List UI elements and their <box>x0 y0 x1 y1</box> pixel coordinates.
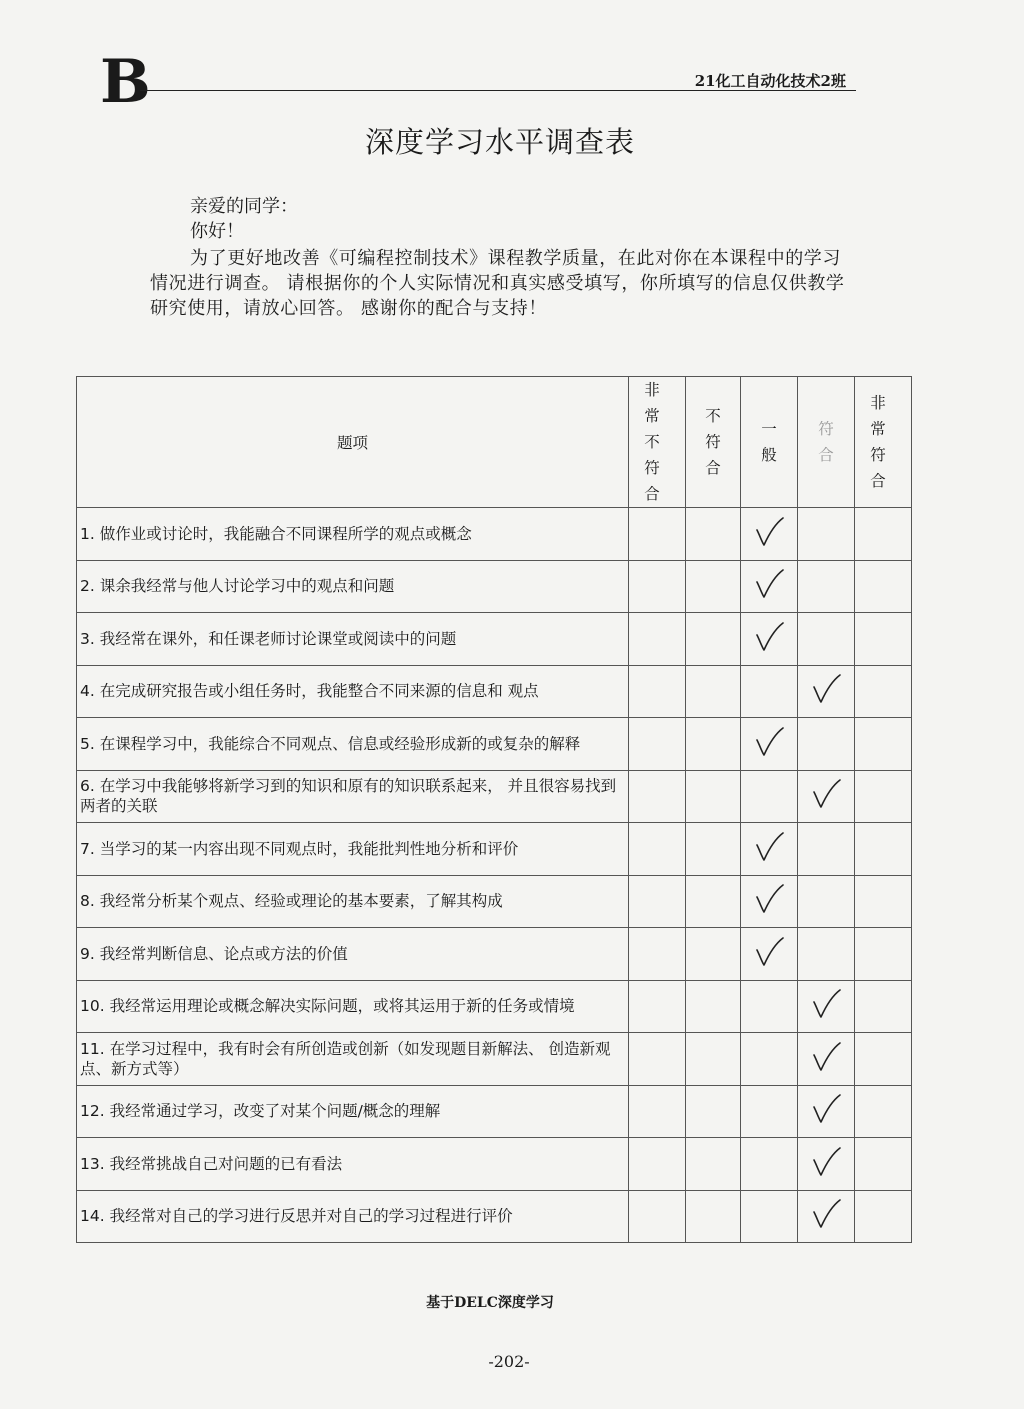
response-cell[interactable] <box>629 875 686 928</box>
response-cell[interactable] <box>741 1138 798 1191</box>
header-option-very-disagree <box>629 377 686 508</box>
response-cell[interactable] <box>741 508 798 561</box>
response-cell[interactable] <box>855 1138 912 1191</box>
response-cell[interactable] <box>798 508 855 561</box>
response-cell[interactable] <box>629 665 686 718</box>
response-cell[interactable] <box>629 560 686 613</box>
question-text: 5. 在课程学习中，我能综合不同观点、信息或经验形成新的或复杂的解释 <box>77 718 629 771</box>
table-row <box>77 823 912 876</box>
checkmark-icon <box>806 1142 846 1182</box>
checkmark-icon <box>749 827 789 867</box>
question-text: 1. 做作业或讨论时，我能融合不同课程所学的观点或概念 <box>77 508 629 561</box>
response-cell[interactable] <box>741 980 798 1033</box>
checkmark-icon <box>806 1089 846 1129</box>
question-text: 4. 在完成研究报告或小组任务时，我能整合不同来源的信息和 观点 <box>77 665 629 718</box>
class-label: 21化工自动化技术2班 <box>694 72 846 90</box>
intro-greeting: 亲爱的同学： <box>190 196 298 217</box>
response-cell[interactable] <box>798 823 855 876</box>
response-cell[interactable] <box>855 1190 912 1243</box>
response-cell[interactable] <box>798 928 855 981</box>
table-row <box>77 1190 912 1243</box>
response-cell[interactable] <box>629 1033 686 1086</box>
response-cell[interactable] <box>686 508 741 561</box>
checkmark-icon <box>806 1194 846 1234</box>
response-cell[interactable] <box>686 770 741 823</box>
checkmark-icon <box>806 774 846 814</box>
survey-body <box>77 508 912 1243</box>
response-cell[interactable] <box>629 980 686 1033</box>
response-cell[interactable] <box>855 665 912 718</box>
response-cell[interactable] <box>855 770 912 823</box>
response-cell[interactable] <box>855 508 912 561</box>
section-letter: B <box>100 47 151 117</box>
response-cell[interactable] <box>798 1190 855 1243</box>
response-cell[interactable] <box>741 1085 798 1138</box>
header-option-disagree <box>686 377 741 508</box>
response-cell[interactable] <box>855 718 912 771</box>
question-text: 7. 当学习的某一内容出现不同观点时，我能批判性地分析和评价 <box>77 823 629 876</box>
question-text: 3. 我经常在课外，和任课老师讨论课堂或阅读中的问题 <box>77 613 629 666</box>
table-row <box>77 613 912 666</box>
response-cell[interactable] <box>741 665 798 718</box>
response-cell[interactable] <box>798 1033 855 1086</box>
response-cell[interactable] <box>629 1085 686 1138</box>
response-cell[interactable] <box>855 560 912 613</box>
checkmark-icon <box>749 932 789 972</box>
response-cell[interactable] <box>686 980 741 1033</box>
response-cell[interactable] <box>686 1190 741 1243</box>
option-label: 非常不符合 <box>644 381 670 503</box>
response-cell[interactable] <box>855 928 912 981</box>
option-label: 不符合 <box>705 407 721 477</box>
response-cell[interactable] <box>686 928 741 981</box>
intro-hello: 你好！ <box>190 221 244 242</box>
header-item: 题项 <box>77 377 629 508</box>
response-cell[interactable] <box>798 613 855 666</box>
footer-text: 基于DELC深度学习 <box>426 1295 554 1311</box>
question-text: 2. 课余我经常与他人讨论学习中的观点和问题 <box>77 560 629 613</box>
header-option-agree <box>798 377 855 508</box>
response-cell[interactable] <box>855 1033 912 1086</box>
response-cell[interactable] <box>798 980 855 1033</box>
table-row <box>77 1033 912 1086</box>
response-cell[interactable] <box>686 613 741 666</box>
response-cell[interactable] <box>855 613 912 666</box>
response-cell[interactable] <box>855 1085 912 1138</box>
response-cell[interactable] <box>686 560 741 613</box>
option-label: 非常符合 <box>870 394 896 490</box>
table-row <box>77 665 912 718</box>
response-cell[interactable] <box>798 875 855 928</box>
question-text: 14. 我经常对自己的学习进行反思并对自己的学习过程进行评价 <box>77 1190 629 1243</box>
response-cell[interactable] <box>629 823 686 876</box>
response-cell[interactable] <box>686 718 741 771</box>
table-row <box>77 718 912 771</box>
response-cell[interactable] <box>741 928 798 981</box>
page-number: -202- <box>488 1352 530 1371</box>
response-cell[interactable] <box>741 613 798 666</box>
response-cell[interactable] <box>686 1033 741 1086</box>
header-option-neutral <box>741 377 798 508</box>
question-text: 11. 在学习过程中，我有时会有所创造或创新（如发现题目新解法、 创造新观点、新方式等） <box>77 1033 629 1086</box>
question-text: 12. 我经常通过学习，改变了对某个问题/概念的理解 <box>77 1085 629 1138</box>
response-cell[interactable] <box>741 1033 798 1086</box>
table-row <box>77 928 912 981</box>
response-cell[interactable] <box>686 875 741 928</box>
response-cell[interactable] <box>741 1190 798 1243</box>
header-option-very-agree <box>855 377 912 508</box>
response-cell[interactable] <box>798 770 855 823</box>
response-cell[interactable] <box>629 613 686 666</box>
response-cell[interactable] <box>629 508 686 561</box>
response-cell[interactable] <box>629 718 686 771</box>
response-cell[interactable] <box>798 718 855 771</box>
response-cell[interactable] <box>798 560 855 613</box>
response-cell[interactable] <box>855 980 912 1033</box>
response-cell[interactable] <box>798 665 855 718</box>
table-row <box>77 1138 912 1191</box>
response-cell[interactable] <box>629 928 686 981</box>
checkmark-icon <box>749 879 789 919</box>
question-text: 9. 我经常判断信息、论点或方法的价值 <box>77 928 629 981</box>
table-row <box>77 875 912 928</box>
checkmark-icon <box>749 722 789 762</box>
checkmark-icon <box>749 564 789 604</box>
response-cell[interactable] <box>629 770 686 823</box>
response-cell[interactable] <box>686 665 741 718</box>
response-cell[interactable] <box>686 823 741 876</box>
option-label: 符合 <box>818 420 834 464</box>
response-cell[interactable] <box>741 823 798 876</box>
table-row <box>77 980 912 1033</box>
response-cell[interactable] <box>741 875 798 928</box>
response-cell[interactable] <box>798 1138 855 1191</box>
table-row <box>77 770 912 823</box>
response-cell[interactable] <box>741 770 798 823</box>
checkmark-icon <box>749 617 789 657</box>
response-cell[interactable] <box>629 1190 686 1243</box>
checkmark-icon <box>806 669 846 709</box>
intro-paragraph: 为了更好地改善《可编程控制技术》课程教学质量，在此对你在本课程中的学习情况进行调查。 请根据你的个人实际情况和真实感受填写，你所填写的信息仅供教学研究使用，请放心回答。 感谢你的配合与支持！ <box>150 248 845 319</box>
response-cell[interactable] <box>629 1138 686 1191</box>
option-label: 一般 <box>761 420 777 464</box>
response-cell[interactable] <box>855 875 912 928</box>
table-row <box>77 560 912 613</box>
response-cell[interactable] <box>741 560 798 613</box>
table-row <box>77 1085 912 1138</box>
question-text: 8. 我经常分析某个观点、经验或理论的基本要素，了解其构成 <box>77 875 629 928</box>
response-cell[interactable] <box>686 1138 741 1191</box>
question-text: 13. 我经常挑战自己对问题的已有看法 <box>77 1138 629 1191</box>
table-header-row <box>77 377 912 508</box>
question-text: 10. 我经常运用理论或概念解决实际问题，或将其运用于新的任务或情境 <box>77 980 629 1033</box>
response-cell[interactable] <box>741 718 798 771</box>
table-row <box>77 508 912 561</box>
response-cell[interactable] <box>686 1085 741 1138</box>
question-text: 6. 在学习中我能够将新学习到的知识和原有的知识联系起来， 并且很容易找到两者的关联 <box>77 770 629 823</box>
page-title: 深度学习水平调查表 <box>364 125 635 159</box>
survey-table <box>76 376 912 1243</box>
checkmark-icon <box>806 1037 846 1077</box>
checkmark-icon <box>806 984 846 1024</box>
response-cell[interactable] <box>798 1085 855 1138</box>
checkmark-icon <box>749 512 789 552</box>
response-cell[interactable] <box>855 823 912 876</box>
